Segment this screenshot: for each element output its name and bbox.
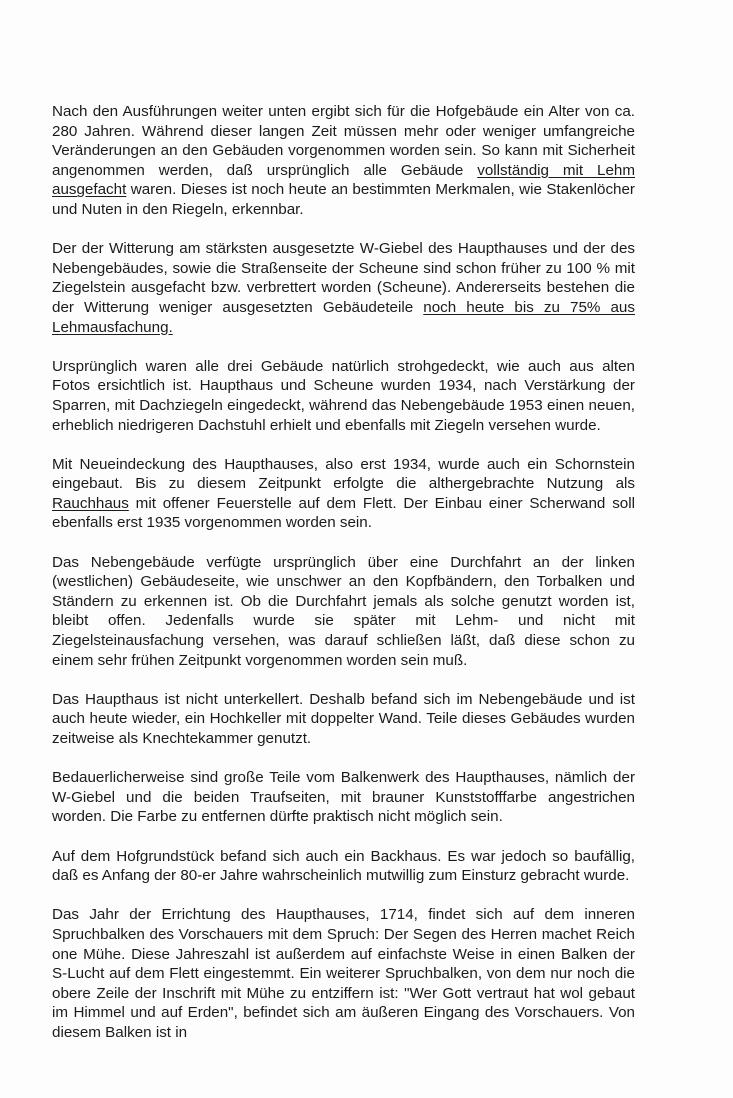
paragraph-text: waren. Dieses ist noch heute an bestimmten Merkmalen, wie Stakenlöcher und Nuten in den Riegeln, erkennbar. — [52, 181, 635, 218]
underlined-text: noch heute bis zu 75% aus Lehmausfachung. — [52, 298, 635, 336]
paragraph — [52, 553, 635, 671]
paragraph — [52, 847, 635, 886]
paragraph — [52, 690, 635, 749]
paragraph-text: Der der Witterung am stärksten ausgesetzte W-Giebel des Haupthauses und der des Nebengebäudes, sowie die Straßenseite der Scheune sind schon früher zu 100 % mit Ziegelstein ausgefacht bzw. verbrettert worden (Scheune). Andererseits bestehen die der Witterung weniger ausgesetzten Gebäudeteile — [52, 240, 635, 316]
paragraph — [52, 239, 635, 337]
paragraph-text: Das Haupthaus ist nicht unterkellert. Deshalb befand sich im Nebengebäude und ist auch heute wieder, ein Hochkeller mit doppelter Wand. Teile dieses Gebäudes wurden zeitweise als Knechtekammer genutzt. — [52, 690, 635, 747]
paragraph — [52, 768, 635, 827]
paragraph-text: Nach den Ausführungen weiter unten ergibt sich für die Hofgebäude ein Alter von ca. 280 Jahren. Während dieser langen Zeit müssen mehr oder weniger umfangreiche Veränderungen an den Gebäuden vorgenommen worden sein. So kann mit Sicherheit angenommen werden, daß ursprünglich alle Gebäude — [52, 103, 635, 179]
paragraph-text: Auf dem Hofgrundstück befand sich auch ein Backhaus. Es war jedoch so baufällig, daß es Anfang der 80-er Jahre wahrscheinlich mutwillig zum Einsturz gebracht wurde. — [52, 847, 635, 885]
paragraph-text: Mit Neueindeckung des Haupthauses, also erst 1934, wurde auch ein Schornstein eingebaut. Bis zu diesem Zeitpunkt erfolgte die althergebrachte Nutzung als — [52, 455, 635, 493]
underlined-text: Rauchhaus — [52, 494, 129, 512]
paragraph-text: Bedauerlicherweise sind große Teile vom Balkenwerk des Haupthauses, nämlich der W-Giebel und die beiden Traufseiten, mit brauner Kunststofffarbe angestrichen worden. Die Farbe zu entfernen dürfte praktisch nicht möglich sein. — [52, 769, 635, 826]
paragraph — [52, 455, 635, 533]
paragraph-text: Das Jahr der Errichtung des Haupthauses, 1714, findet sich auf dem inneren Spruchbalken des Vorschauers mit dem Spruch: Der Segen des Herren machet Reich one Mühe. Diese Jahreszahl ist außerdem auf einfachste Weise in einen Balken der S-Lucht auf dem Flett eingestemmt. Ein weiterer Spruchbalken, von dem nur noch die obere Zeile der Inschrift mit Mühe zu entziffern ist: "Wer Gott vertraut hat wol gebaut im Himmel und auf Erden", befindet sich am äußeren Eingang des Vorschauers. Von diesem Balken ist in — [52, 906, 635, 1041]
paragraph — [52, 357, 635, 435]
paragraph — [52, 905, 635, 1042]
document-body — [52, 102, 635, 1043]
paragraph-text: mit offener Feuerstelle auf dem Flett. Der Einbau einer Scherwand soll ebenfalls erst 1935 vorgenommen worden sein. — [52, 494, 635, 532]
paragraph-text: Ursprünglich waren alle drei Gebäude natürlich strohgedeckt, wie auch aus alten Fotos ersichtlich ist. Haupthaus und Scheune wurden 1934, nach Verstärkung der Sparren, mit Dachziegeln eingedeckt, während das Nebengebäude 1953 einen neuen, erheblich niedrigeren Dachstuhl erhielt und ebenfalls mit Ziegeln versehen wurde. — [52, 357, 635, 434]
paragraph-text: Das Nebengebäude verfügte ursprünglich über eine Durchfahrt an der linken (westlichen) Gebäudeseite, wie unschwer an den Kopfbändern, den Torbalken und Ständern zu erkennen ist. Ob die Durchfahrt jemals als solche genutzt worden ist, bleibt offen. Jedenfalls wurde sie später mit Lehm- und nicht mit Ziegelsteinausfachung versehen, was darauf schließen läßt, daß diese schon zu einem sehr frühen Zeitpunkt vorgenommen worden sein muß. — [52, 553, 635, 669]
paragraph — [52, 102, 635, 220]
underlined-text: vollständig mit Lehm ausgefacht — [52, 161, 635, 199]
